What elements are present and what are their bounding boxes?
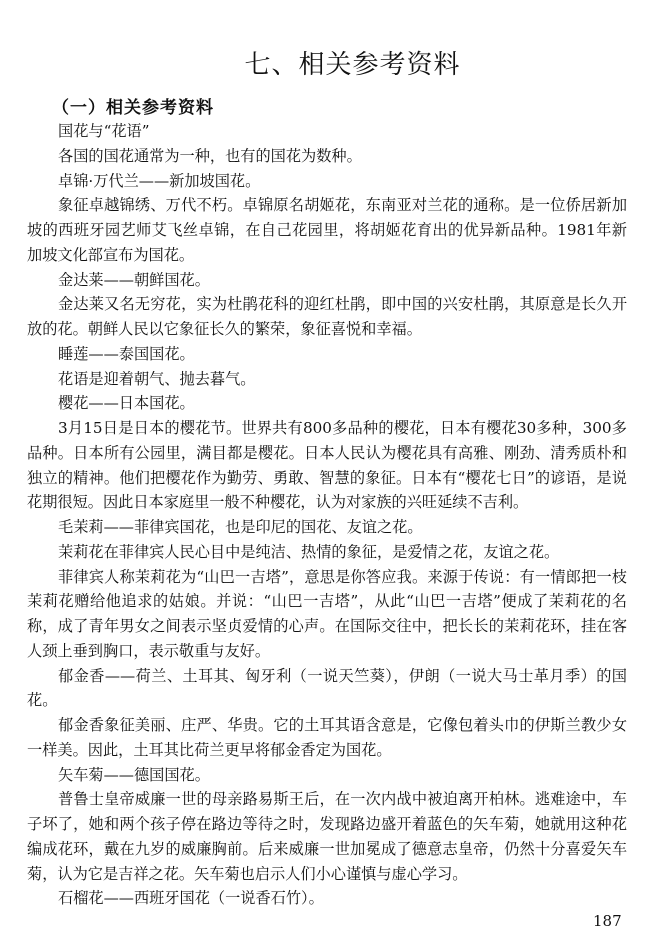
paragraph-flower-philippines: 毛茉莉——菲律宾国花，也是印尼的国花、友谊之花。 <box>58 518 423 536</box>
paragraph-flower-thailand: 睡莲——泰国国花。 <box>58 344 195 363</box>
paragraph: 菲律宾人称茉莉花为“山巴一吉塔”，意思是你答应我。来源于传说：有一情郎把一枝茉莉花赠给他追求的姑娘。并说：“山巴一吉塔”，从此“山巴一吉塔”便成了茉莉花的名称，成了青年男女之间表示坚贞爱情的心声。在国际交往中，把长长的茉莉花环，挂在客人颈上垂到胸口，表示敬重与友好。 <box>27 567 627 660</box>
paragraph-flower-korea: 金达莱——朝鲜国花。 <box>58 270 210 289</box>
paragraph: 普鲁士皇帝威廉一世的母亲路易斯王后，在一次内战中被迫离开柏林。逃难途中，车子坏了，她和两个孩子停在路边等待之时，发现路边盛开着蓝色的矢车菊，她就用这种花编成花环，戴在九岁的威廉胸前。后来威廉一世加冕成了德意志皇帝，仍然十分喜爱矢车菊，认为它是吉祥之花。矢车菊也启示人们小心谨慎与虚心学习。 <box>27 790 627 883</box>
paragraph-flower-netherlands: 郁金香——荷兰、土耳其、匈牙利（一说天竺葵），伊朗（一说大马士革月季）的国花。 <box>27 666 627 710</box>
section-heading: （一）相关参考资料 <box>52 98 214 118</box>
paragraph: 象征卓越锦绣、万代不朽。卓锦原名胡姬花，东南亚对兰花的通称。是一位侨居新加坡的西班牙园艺师艾飞丝卓锦，在自己花园里，将胡姬花育出的优异新品种。1981年新加坡文化部宣布为国花。 <box>27 196 627 264</box>
paragraph: 郁金香象征美丽、庄严、华贵。它的土耳其语含意是，它像包着头巾的伊斯兰教少女一样美。因此，土耳其比荷兰更早将郁金香定为国花。 <box>27 716 627 759</box>
chapter-title: 七、相关参考资料 <box>244 50 461 80</box>
paragraph-flower-germany: 矢车菊——德国国花。 <box>58 765 210 784</box>
paragraph: 花语是迎着朝气、抛去暮气。 <box>58 369 256 388</box>
paragraph-intro-heading: 国花与“花语” <box>58 122 150 140</box>
page-number: 187 <box>593 912 622 930</box>
paragraph-flower-singapore: 卓锦·万代兰——新加坡国花。 <box>58 171 261 190</box>
paragraph: 3月15日是日本的樱花节。世界共有800多品种的樱花，日本有樱花30多种，300多品种。日本所有公园里，满目都是樱花。日本人民认为樱花具有高雅、刚劲、清秀质朴和独立的精神。他们把樱花作为勤劳、勇敢、智慧的象征。日本有“樱花七日”的谚语，是说花期很短。因此日本家庭里一般不种樱花，认为对家族的兴旺延续不吉利。 <box>27 419 627 512</box>
paragraph: 各国的国花通常为一种，也有的国花为数种。 <box>58 146 362 165</box>
paragraph-flower-japan: 樱花——日本国花。 <box>58 394 195 413</box>
paragraph-flower-spain: 石榴花——西班牙国花（一说香石竹）。 <box>58 889 324 908</box>
paragraph: 茉莉花在菲律宾人民心目中是纯洁、热情的象征，是爱情之花，友谊之花。 <box>58 542 560 561</box>
paragraph: 金达莱又名无穷花，实为杜鹃花科的迎红杜鹃，即中国的兴安杜鹃，其原意是长久开放的花。朝鲜人民以它象征长久的繁荣，象征喜悦和幸福。 <box>27 295 627 338</box>
body-text <box>27 119 627 911</box>
